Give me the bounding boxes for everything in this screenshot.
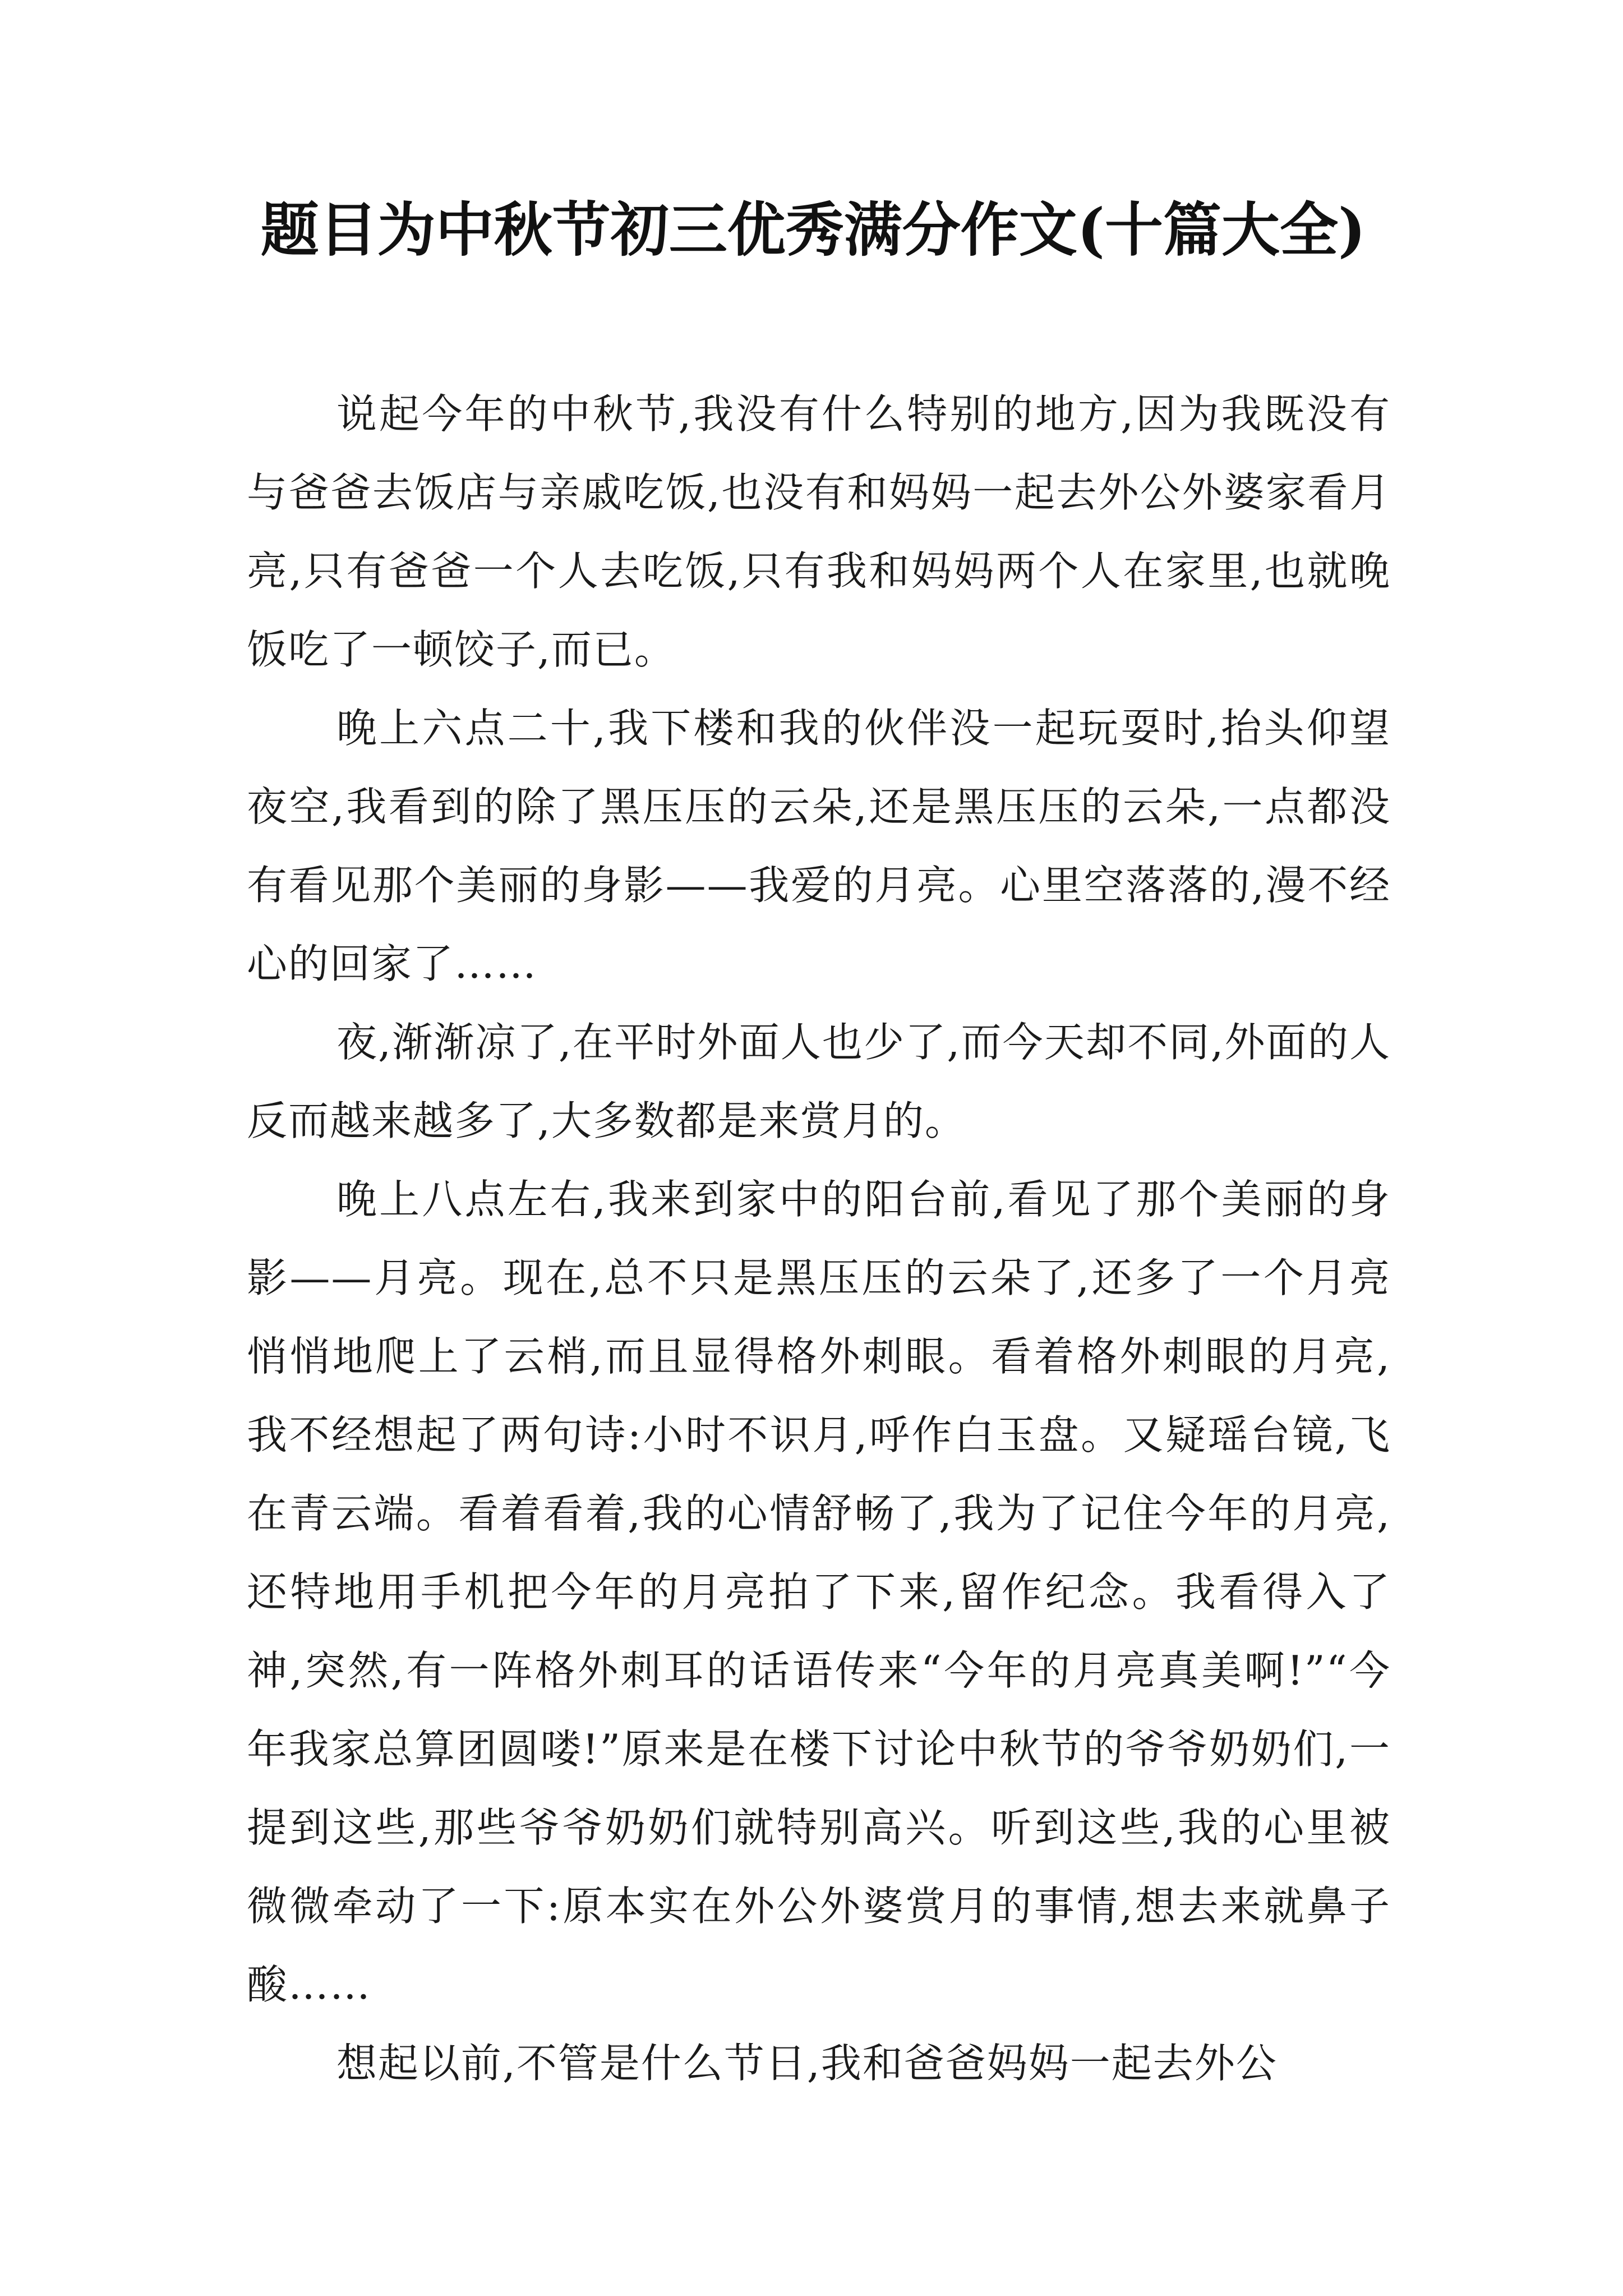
- paragraph-1: 说起今年的中秋节,我没有什么特别的地方,因为我既没有与爸爸去饭店与亲戚吃饭,也没有和妈妈一起去外公外婆家看月亮,只有爸爸一个人去吃饭,只有我和妈妈两个人在家里,也就晚饭吃了一顿饺子,而已。: [247, 390, 1391, 673]
- paragraph-3: 夜,渐渐凉了,在平时外面人也少了,而今天却不同,外面的人反而越来越多了,大多数都是来赏月的。: [247, 1019, 1391, 1144]
- paragraph-2: 晚上六点二十,我下楼和我的伙伴没一起玩耍时,抬头仰望夜空,我看到的除了黑压压的云朵,还是黑压压的云朵,一点都没有看见那个美丽的身影——我爱的月亮。心里空落落的,漫不经心的回家了……: [247, 705, 1391, 987]
- document-body: [247, 375, 1391, 2102]
- paragraph-4: 晚上八点左右,我来到家中的阳台前,看见了那个美丽的身影——月亮。现在,总不只是黑压压的云朵了,还多了一个月亮悄悄地爬上了云梢,而且显得格外刺眼。看着格外刺眼的月亮,我不经想起了两句诗:小时不识月,呼作白玉盘。又疑瑶台镜,飞在青云端。看着看着,我的心情舒畅了,我为了记住今年的月亮,还特地用手机把今年的月亮拍了下来,留作纪念。我看得入了神,突然,有一阵格外刺耳的话语传来“今年的月亮真美啊!”“今年我家总算团圆喽!”原来是在楼下讨论中秋节的爷爷奶奶们,一提到这些,那些爷爷奶奶们就特别高兴。听到这些,我的心里被微微牵动了一下:原本实在外公外婆赏月的事情,想去来就鼻子酸……: [247, 1176, 1391, 2008]
- paragraph-5: 想起以前,不管是什么节日,我和爸爸妈妈一起去外公: [336, 2040, 1278, 2087]
- document-title: 题目为中秋节初三优秀满分作文(十篇大全): [260, 195, 1366, 264]
